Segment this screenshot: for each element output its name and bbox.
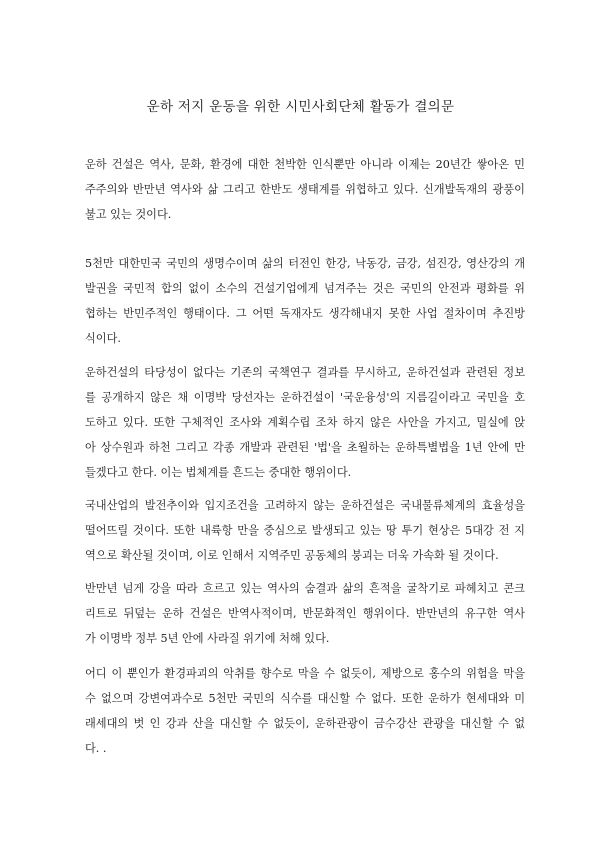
document-title: 운하 저지 운동을 위한 시민사회단체 활동가 결의문 (146, 99, 455, 115)
paragraph-line: 어디 이 뿐인가 환경파괴의 악취를 향수로 막을 수 없듯이, 제방으로 홍수의 위험을 막을 (85, 667, 525, 680)
paragraph-line: 협하는 반민주적인 행태이다. 그 어떤 독재자도 생각해내지 못한 사업 절차이며 추진방 (85, 307, 525, 320)
paragraph-line: 운하 건설은 역사, 문화, 환경에 대한 천박한 인식뿐만 아니라 이제는 20년간 쌓아온 민 (85, 158, 525, 171)
paragraph-line: 가 이명박 정부 5년 안에 사라질 위기에 처해 있다. (85, 632, 330, 645)
paragraph-line: 운하건설의 타당성이 없다는 기존의 국책연구 결과를 무시하고, 운하건설과 관련된 정보 (85, 366, 525, 379)
paragraph-line: 다. . (85, 742, 107, 755)
paragraph-line: 5천만 대한민국 국민의 생명수이며 삶의 터전인 한강, 낙동강, 금강, 섬진강, 영산강의 개 (85, 257, 525, 270)
paragraph-line: 리트로 뒤덮는 운하 건설은 반역사적이며, 반문화적인 행위이다. 반만년의 유구한 역사 (85, 607, 525, 620)
paragraph-5 (85, 576, 525, 651)
paragraph-line: 발권을 국민적 합의 없이 소수의 건설기업에게 넘겨주는 것은 국민의 안전과 평화를 위 (85, 282, 525, 295)
paragraph-2 (85, 251, 525, 351)
paragraph-line: 역으로 확산될 것이며, 이로 인해서 지역주민 공동체의 붕괴는 더욱 가속화 될 것이다. (85, 549, 499, 562)
paragraph-line: 식이다. (85, 332, 121, 345)
paragraph-6 (85, 661, 525, 761)
paragraph-line: 수 없으며 강변여과수로 5천만 국민의 식수를 대신할 수 없다. 또한 운하가 현세대와 미 (85, 692, 525, 705)
paragraph-3 (85, 360, 525, 485)
paragraph-line: 들겠다고 한다. 이는 법체계를 흔드는 중대한 행위이다. (85, 466, 352, 479)
paragraph-line: 래세대의 벗 인 강과 산을 대신할 수 없듯이, 운하관광이 금수강산 관광을 대신할 수 없 (85, 717, 525, 730)
paragraph-line: 반만년 넘게 강을 따라 흐르고 있는 역사의 숨결과 삶의 흔적을 굴착기로 파헤치고 콘크 (85, 582, 525, 595)
paragraph-1 (85, 152, 525, 227)
paragraph-line: 를 공개하지 않은 채 이명박 당선자는 운하건설이 '국운융성'의 지름길이라고 국민을 호 (85, 391, 525, 404)
paragraph-line: 불고 있는 것이다. (85, 208, 172, 221)
paragraph-line: 도하고 있다. 또한 구체적인 조사와 계획수립 조차 하지 않은 사안을 가지고, 밀실에 앉 (85, 416, 525, 429)
paragraph-4 (85, 493, 525, 568)
paragraph-line: 주주의와 반만년 역사와 삶 그리고 한반도 생태계를 위협하고 있다. 신개발독재의 광풍이 (85, 183, 525, 196)
paragraph-line: 아 상수원과 하천 그리고 각종 개발과 관련된 '법'을 초월하는 운하특별법을 1년 안에 만 (85, 441, 525, 454)
paragraph-line: 떨어뜨릴 것이다. 또한 내륙항 만을 중심으로 발생되고 있는 땅 투기 현상은 5대강 전 지 (85, 524, 525, 537)
paragraph-line: 국내산업의 발전추이와 입지조건을 고려하지 않는 운하건설은 국내물류체계의 효율성을 (85, 499, 525, 512)
